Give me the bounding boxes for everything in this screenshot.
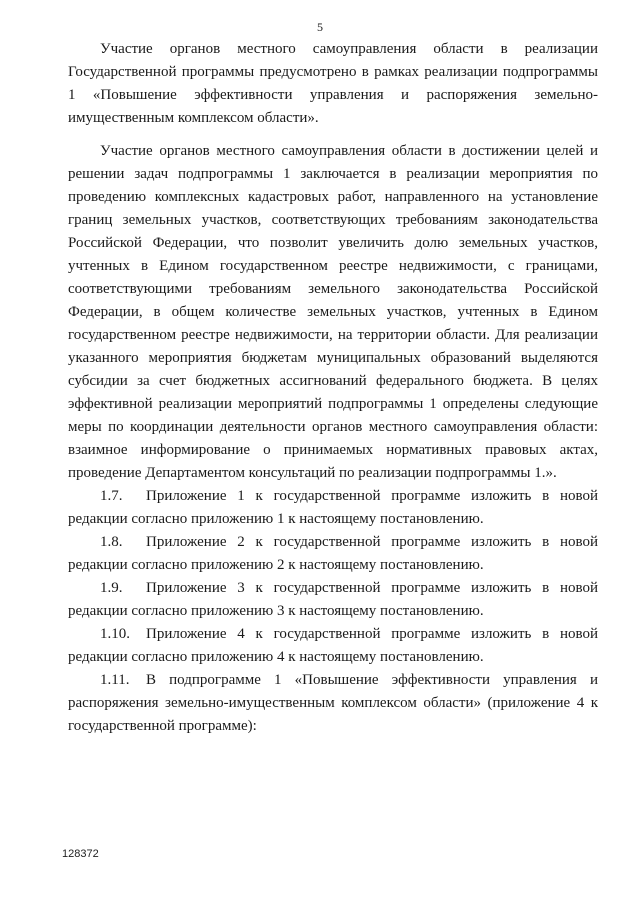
- item-text: Приложение 3 к государственной программе изложить в новой редакции согласно приложению 3 к настоящему постановлению.: [68, 580, 598, 619]
- list-item: [68, 669, 598, 738]
- document-body: [68, 38, 598, 738]
- list-item: [68, 531, 598, 577]
- item-text: В подпрограмме 1 «Повышение эффективности управления и распоряжения земельно-имущественным комплексом области» (приложение 4 к государственной программе):: [68, 672, 598, 734]
- item-number: 1.11.: [100, 672, 130, 688]
- list-item: [68, 623, 598, 669]
- item-number: 1.7.: [100, 488, 123, 504]
- document-code: 128372: [62, 848, 99, 860]
- page-number: 5: [317, 20, 323, 34]
- item-text: Приложение 1 к государственной программе изложить в новой редакции согласно приложению 1 к настоящему постановлению.: [68, 488, 598, 527]
- item-number: 1.8.: [100, 534, 123, 550]
- paragraph: Участие органов местного самоуправления области в достижении целей и решении задач подпрограммы 1 заключается в реализации мероприятия по проведению комплексных кадастровых работ, направленного на установление границ земельных участков, соответствующих требованиям законодательства Российской Федерации, что позволит увеличить долю земельных участков, учтенных в Едином государственном реестре недвижимости, с границами, соответствующими требованиям земельного законодательства Российской Федерации, в общем количестве земельных участков, учтенных в Едином государственном реестре недвижимости, на территории области. Для реализации указанного мероприятия бюджетам муниципальных образований выделяются субсидии за счет бюджетных ассигнований федерального бюджета. В целях эффективной реализации мероприятий подпрограммы 1 определены следующие меры по координации деятельности органов местного самоуправления области: взаимное информирование о принимаемых нормативных правовых актах, проведение Департаментом консультаций по реализации подпрограммы 1.».: [68, 143, 598, 481]
- item-text: Приложение 2 к государственной программе изложить в новой редакции согласно приложению 2 к настоящему постановлению.: [68, 534, 598, 573]
- list-item: [68, 577, 598, 623]
- item-number: 1.10.: [100, 626, 130, 642]
- item-text: Приложение 4 к государственной программе изложить в новой редакции согласно приложению 4 к настоящему постановлению.: [68, 626, 598, 665]
- list-item: [68, 485, 598, 531]
- item-number: 1.9.: [100, 580, 123, 596]
- paragraph: Участие органов местного самоуправления области в реализации Государственной программы предусмотрено в рамках реализации подпрограммы 1 «Повышение эффективности управления и распоряжения земельно-имущественным комплексом области».: [68, 41, 598, 126]
